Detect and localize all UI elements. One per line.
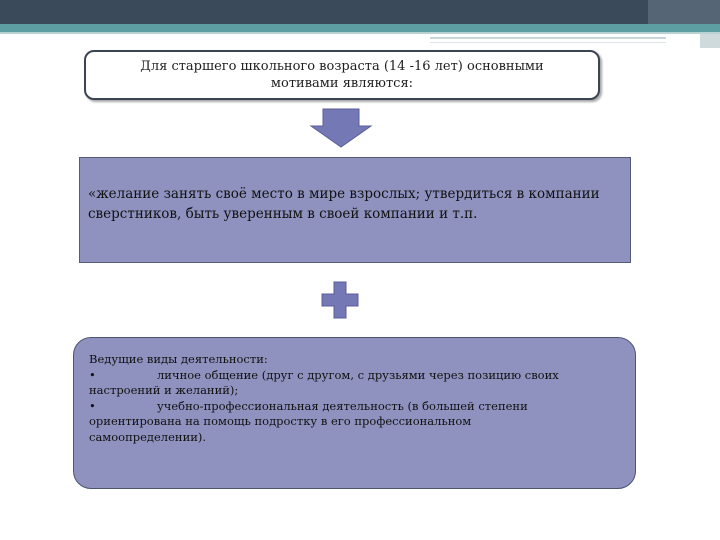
motive-line-2: сверстников, быть уверенным в своей компании и т.п. xyxy=(88,206,478,222)
activities-box xyxy=(73,337,636,489)
accent-line-right xyxy=(430,37,666,39)
header-band xyxy=(0,0,720,24)
activity-item-2-line-3: самоопределении). xyxy=(89,429,207,444)
bullet-marker: • xyxy=(89,398,96,413)
header-band-end xyxy=(648,0,720,24)
motive-line-1: «желание занять своё место в мире взрослых; утвердиться в компании xyxy=(88,186,600,202)
heading-text xyxy=(140,58,543,92)
activity-item-2 xyxy=(89,399,605,415)
accent-corner xyxy=(700,34,720,48)
heading-line-2: мотивами являются: xyxy=(270,76,414,91)
activity-item-1 xyxy=(89,368,605,384)
motive-box xyxy=(79,157,631,263)
accent-line xyxy=(0,24,720,32)
activity-item-2-line-2: ориентирована на помощь подростку в его профессиональном xyxy=(89,414,472,428)
plus-icon xyxy=(321,281,359,319)
down-arrow-icon xyxy=(309,108,373,148)
heading-box xyxy=(84,50,600,100)
heading-line-1: Для старшего школьного возраста (14 -16 лет) основными xyxy=(140,59,544,74)
accent-line-right-secondary xyxy=(430,42,666,43)
accent-line-thin xyxy=(0,32,720,34)
bullet-marker: • xyxy=(89,367,96,382)
activity-item-1-line-1: личное общение (друг с другом, с друзьями через позицию своих xyxy=(157,367,559,382)
activity-item-1-line-2: настроений и желаний); xyxy=(89,383,239,397)
activities-title: Ведущие виды деятельности: xyxy=(89,352,268,366)
activity-item-2-line-1: учебно-профессиональная деятельность (в большей степени xyxy=(157,398,528,413)
